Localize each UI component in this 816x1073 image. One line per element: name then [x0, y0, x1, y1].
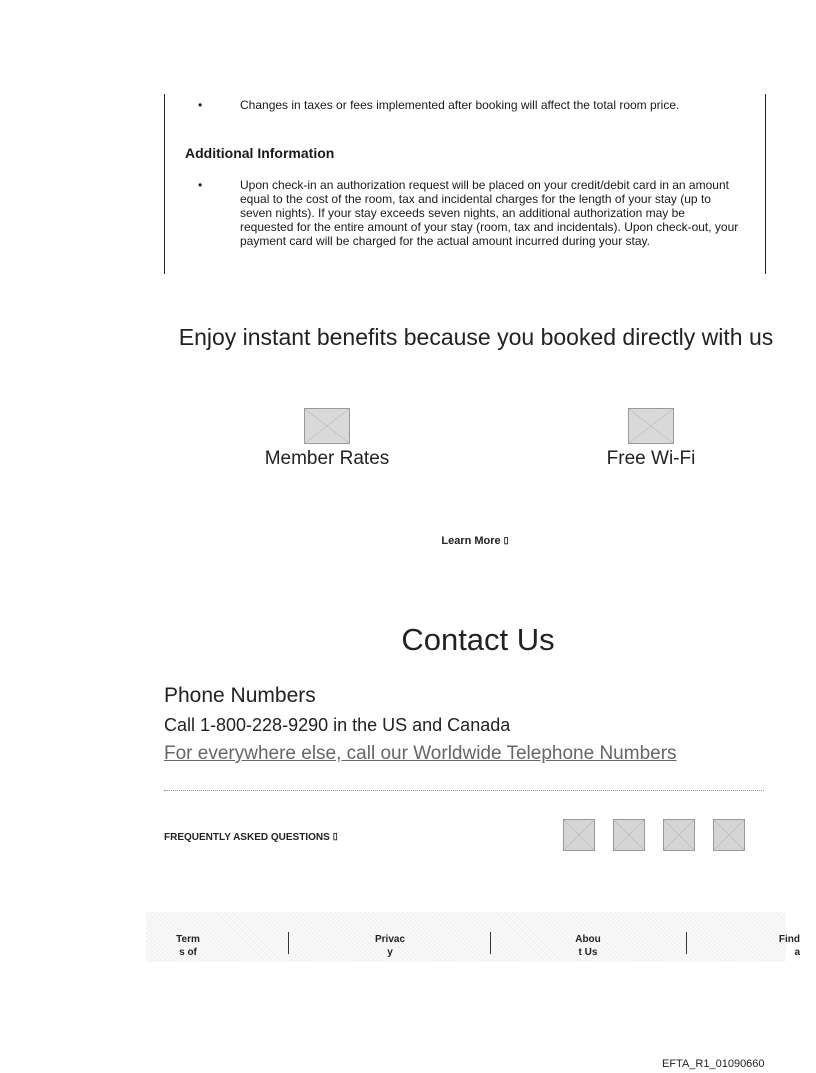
footer-link-find[interactable] — [766, 933, 800, 959]
faq-label: FREQUENTLY ASKED QUESTIONS — [164, 832, 330, 843]
footer-separator — [288, 932, 289, 954]
image-placeholder-icon — [628, 408, 674, 444]
learn-more-label: Learn More — [441, 535, 501, 547]
footer-bar — [146, 912, 786, 962]
divider — [164, 790, 764, 791]
document-id: EFTA_R1_01090660 — [662, 1058, 765, 1070]
social-icon[interactable] — [713, 819, 745, 851]
benefit-member-rates — [247, 408, 407, 470]
benefit-label: Member Rates — [264, 448, 390, 469]
footer-separator — [686, 932, 687, 954]
worldwide-numbers-link[interactable]: For everywhere else, call our Worldwide Telephone Numbers — [164, 743, 677, 764]
footer-link-line: s of — [179, 947, 197, 958]
footer-link-line: a — [794, 947, 800, 958]
arrow-icon: ▯ — [332, 831, 338, 841]
faq-link[interactable] — [164, 831, 338, 843]
bullet-marker: • — [198, 98, 203, 112]
social-icon[interactable] — [613, 819, 645, 851]
footer-link-privacy[interactable] — [362, 933, 418, 959]
arrow-icon: ▯ — [503, 535, 509, 545]
benefit-free-wifi — [571, 408, 731, 470]
footer-link-line: Term — [176, 934, 200, 945]
contact-heading: Contact Us — [401, 622, 555, 657]
footer-link-line: Privac — [374, 934, 406, 945]
policy-box — [164, 94, 766, 274]
benefits-heading: Enjoy instant benefits because you booked directly with us — [178, 324, 774, 350]
footer-separator — [490, 932, 491, 954]
social-icon[interactable] — [663, 819, 695, 851]
learn-more-link[interactable] — [420, 535, 530, 547]
authorization-policy-text: Upon check-in an authorization request will be placed on your credit/debit card in an amount equal to the cost of the room, tax and incidental charges for the length of your stay (up to seven nights). If your stay exceeds seven nights, an additional authorization may be requested for the entire amount of your stay (room, tax and incidentals). Upon check-out, your payment card will be charged for the actual amount incurred during your stay. — [240, 178, 739, 248]
footer-link-line: Abou — [575, 934, 601, 945]
image-placeholder-icon — [304, 408, 350, 444]
bullet-marker: • — [198, 178, 203, 192]
benefit-label: Free Wi-Fi — [606, 448, 696, 469]
footer-link-line: Find — [778, 934, 800, 945]
additional-info-heading: Additional Information — [185, 145, 335, 161]
us-phone-text: Call 1-800-228-9290 in the US and Canada — [164, 715, 511, 735]
fees-policy-text: Changes in taxes or fees implemented after booking will affect the total room price. — [240, 98, 680, 112]
footer-link-line: y — [387, 947, 393, 958]
social-icon[interactable] — [563, 819, 595, 851]
footer-link-line: t Us — [578, 947, 598, 958]
phone-numbers-heading: Phone Numbers — [164, 684, 316, 707]
footer-link-about[interactable] — [566, 933, 610, 959]
footer-link-terms[interactable] — [168, 933, 208, 959]
